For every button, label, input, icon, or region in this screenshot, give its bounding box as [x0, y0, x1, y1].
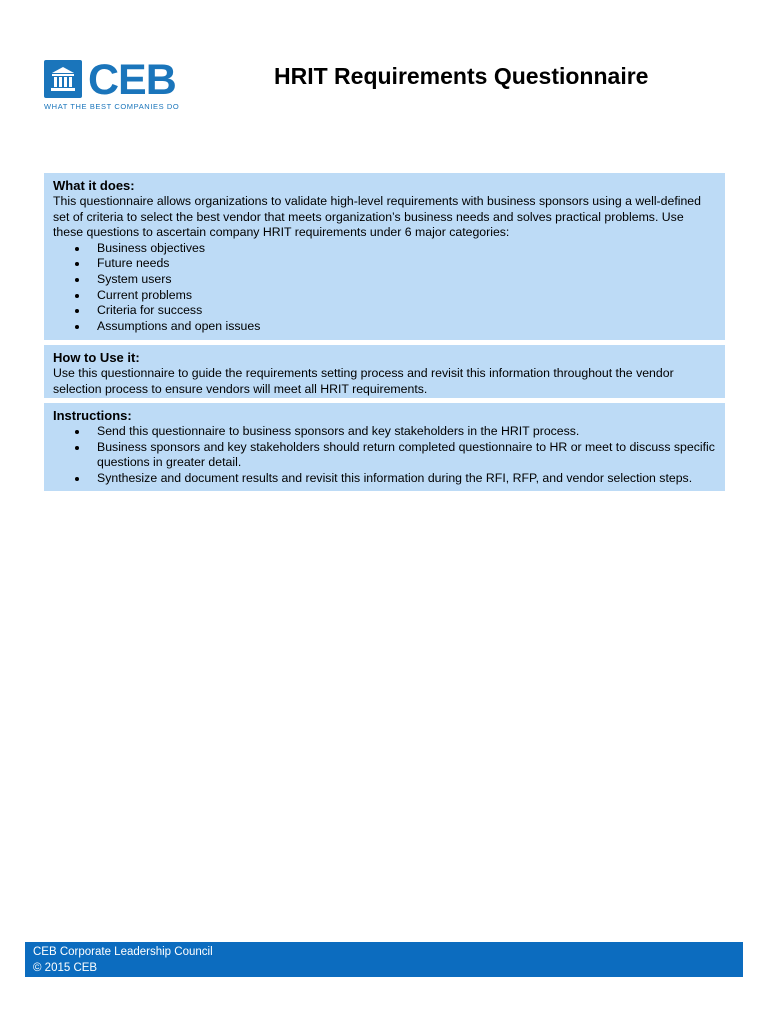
bullet-icon	[75, 325, 79, 329]
bullet-icon	[75, 278, 79, 282]
list-item: Current problems	[53, 288, 716, 304]
list-item: Criteria for success	[53, 303, 716, 319]
category-list	[53, 241, 716, 335]
bullet-icon	[75, 247, 79, 251]
list-item: Business objectives	[53, 241, 716, 257]
document-title: HRIT Requirements Questionnaire	[274, 63, 649, 89]
page-footer	[25, 942, 743, 977]
list-item: Future needs	[53, 256, 716, 272]
brand-tagline: WHAT THE BEST COMPANIES DO	[44, 102, 180, 111]
instruction-list	[53, 424, 716, 486]
brand-name: CEB	[88, 56, 176, 104]
bullet-icon	[75, 430, 79, 434]
footer-org: CEB Corporate Leadership Council	[33, 946, 213, 958]
bullet-icon	[75, 262, 79, 266]
section-what-it-does	[44, 173, 725, 340]
building-icon	[44, 60, 82, 98]
list-item: Send this questionnaire to business sponsors and key stakeholders in the HRIT process.	[53, 424, 716, 440]
footer-copyright: © 2015 CEB	[33, 962, 98, 974]
bullet-icon	[75, 294, 79, 298]
section-body: This questionnaire allows organizations to validate high-level requirements with business sponsors using a well-defined set of criteria to select the best vendor that meets organization’s business needs and solves practical problems. Use these questions to ascertain company HRIT requirements under 6 major categories:	[53, 194, 701, 240]
section-heading: Instructions:	[53, 408, 132, 423]
list-item: Business sponsors and key stakeholders should return completed questionnaire to HR or meet to discuss specific questions in greater detail.	[53, 440, 716, 471]
section-heading: What it does:	[53, 178, 135, 193]
bullet-icon	[75, 477, 79, 481]
section-body: Use this questionnaire to guide the requirements setting process and revisit this information throughout the vendor selection process to ensure vendors will meet all HRIT requirements.	[53, 366, 674, 396]
list-item: System users	[53, 272, 716, 288]
bullet-icon	[75, 446, 79, 450]
list-item: Assumptions and open issues	[53, 319, 716, 335]
section-instructions	[44, 403, 725, 491]
list-item: Synthesize and document results and revisit this information during the RFI, RFP, and vendor selection steps.	[53, 471, 716, 487]
bullet-icon	[75, 309, 79, 313]
section-heading: How to Use it:	[53, 350, 140, 365]
ceb-logo	[44, 56, 194, 115]
section-how-to-use	[44, 345, 725, 398]
